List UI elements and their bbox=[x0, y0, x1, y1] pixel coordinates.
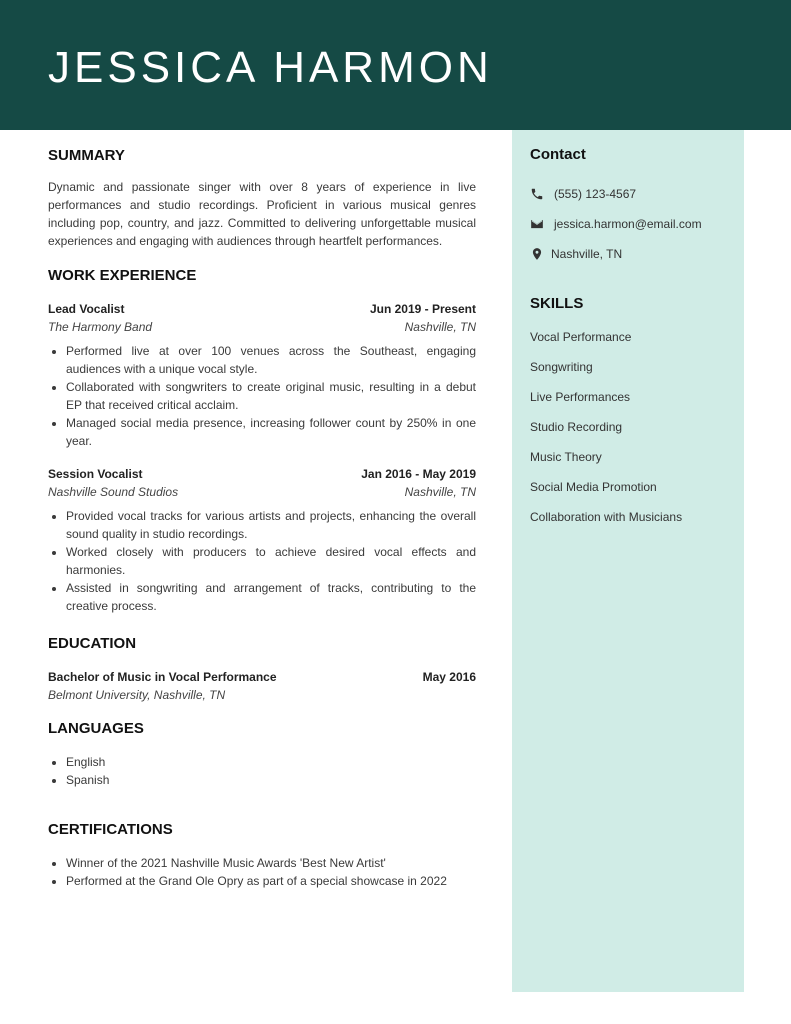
skill-item: Collaboration with Musicians bbox=[530, 510, 683, 524]
job-header bbox=[48, 300, 476, 318]
job-bullets bbox=[48, 507, 476, 615]
certifications-heading: CERTIFICATIONS bbox=[48, 821, 173, 838]
skill-item: Vocal Performance bbox=[530, 330, 632, 344]
list-item: • English bbox=[66, 753, 476, 771]
education-school bbox=[48, 686, 476, 704]
job-dates: Jun 2019 - Present bbox=[369, 302, 476, 316]
contact-heading: Contact bbox=[530, 146, 586, 163]
summary-heading: SUMMARY bbox=[48, 147, 125, 164]
list-item: • Provided vocal tracks for various artists and projects, enhancing the overall sound quality in studio recordings. bbox=[66, 507, 476, 543]
job-dates: Jan 2016 - May 2019 bbox=[361, 467, 476, 481]
education-degree: Bachelor of Music in Vocal Performance bbox=[48, 670, 277, 684]
job-company: Nashville Sound Studios bbox=[48, 485, 179, 499]
job-header bbox=[48, 465, 476, 483]
list-item: • Managed social media presence, increasing follower count by 250% in one year. bbox=[66, 414, 476, 450]
education-school-text: Belmont University, Nashville, TN bbox=[48, 688, 226, 702]
skill-item: Songwriting bbox=[530, 360, 593, 374]
certifications-list bbox=[48, 854, 476, 890]
education-header bbox=[48, 668, 476, 686]
education-date: May 2016 bbox=[422, 670, 476, 684]
candidate-name: JESSICA HARMON bbox=[48, 43, 493, 92]
job-location: Nashville, TN bbox=[404, 485, 476, 499]
list-item: • Performed live at over 100 venues across the Southeast, engaging audiences with a unique vocal style. bbox=[66, 342, 476, 378]
skills-heading: SKILLS bbox=[530, 295, 584, 312]
job-subheader bbox=[48, 483, 476, 501]
envelope-icon bbox=[530, 217, 544, 231]
languages-heading: LANGUAGES bbox=[48, 720, 144, 737]
list-item: • Worked closely with producers to achieve desired vocal effects and harmonies. bbox=[66, 543, 476, 579]
job-role: Session Vocalist bbox=[48, 467, 143, 481]
phone-icon bbox=[530, 187, 544, 201]
list-item: • Winner of the 2021 Nashville Music Awards 'Best New Artist' bbox=[66, 854, 476, 872]
list-item: • Spanish bbox=[66, 771, 476, 789]
header-band bbox=[0, 0, 791, 130]
list-item: • Assisted in songwriting and arrangement of tracks, contributing to the creative process. bbox=[66, 579, 476, 615]
contact-phone-text: (555) 123-4567 bbox=[554, 187, 637, 201]
job-bullets bbox=[48, 342, 476, 450]
contact-phone bbox=[530, 185, 636, 203]
job-subheader bbox=[48, 318, 476, 336]
map-pin-icon bbox=[530, 247, 544, 261]
contact-location bbox=[530, 245, 622, 263]
list-item: • Performed at the Grand Ole Opry as part of a special showcase in 2022 bbox=[66, 872, 476, 890]
job-company: The Harmony Band bbox=[48, 320, 153, 334]
languages-list bbox=[48, 753, 476, 789]
contact-location-text: Nashville, TN bbox=[551, 247, 623, 261]
skill-item: Social Media Promotion bbox=[530, 480, 657, 494]
job-role: Lead Vocalist bbox=[48, 302, 125, 316]
skill-item: Music Theory bbox=[530, 450, 602, 464]
skill-item: Live Performances bbox=[530, 390, 631, 404]
contact-email bbox=[530, 215, 702, 233]
work-experience-heading: WORK EXPERIENCE bbox=[48, 267, 197, 284]
education-heading: EDUCATION bbox=[48, 635, 137, 652]
contact-email-text: jessica.harmon@email.com bbox=[554, 217, 702, 231]
job-location: Nashville, TN bbox=[404, 320, 476, 334]
summary-text: Dynamic and passionate singer with over 8 years of experience in live performances and studio recordings. Proficient in various musical genres including pop, country, and jazz. Committed to delivering unforgettable musical experiences and engaging with audiences through heartfelt performances. bbox=[48, 180, 476, 248]
skill-item: Studio Recording bbox=[530, 420, 623, 434]
list-item: • Collaborated with songwriters to create original music, resulting in a debut EP that received critical acclaim. bbox=[66, 378, 476, 414]
